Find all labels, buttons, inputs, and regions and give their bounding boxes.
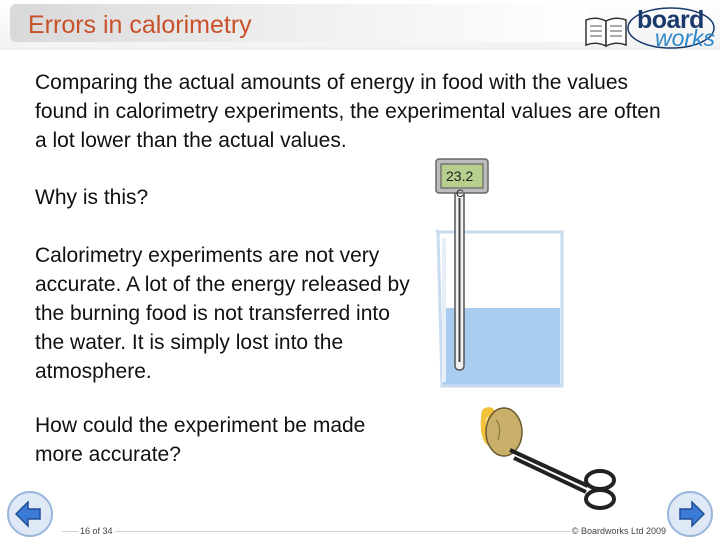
beaker-illustration	[420, 150, 610, 390]
page-title: Errors in calorimetry	[28, 11, 252, 39]
thermometer-reading: 23.2	[446, 168, 474, 184]
logo-word-board: board	[637, 6, 704, 34]
book-icon	[582, 12, 632, 52]
next-slide-button[interactable]	[666, 490, 714, 538]
logo-word-works: works	[655, 25, 716, 51]
question-why: Why is this?	[35, 186, 149, 209]
boardworks-logo	[582, 6, 718, 52]
forward-arrow-icon	[666, 490, 714, 538]
header-bar	[0, 0, 720, 50]
footer-divider	[62, 531, 658, 532]
intro-text: Comparing the actual amounts of energy in food with the values found in calorimetry experiments, the experimental values are often a lot lower than the actual values.	[35, 71, 661, 152]
page-number: 16 of 34	[80, 526, 113, 536]
answer-text: Calorimetry experiments are not very accurate. A lot of the energy released by the burning food is not transferred into the water. It is simply lost into the atmosphere.	[35, 244, 410, 383]
burning-food-illustration	[470, 400, 640, 510]
previous-slide-button[interactable]	[6, 490, 54, 538]
calorimetry-apparatus	[420, 150, 610, 390]
thermometer-unit: C	[456, 188, 464, 200]
question-how: How could the experiment be made more accurate?	[35, 414, 366, 466]
back-arrow-icon	[6, 490, 54, 538]
copyright-text: © Boardworks Ltd 2009	[571, 526, 666, 536]
title-accent	[10, 4, 18, 42]
